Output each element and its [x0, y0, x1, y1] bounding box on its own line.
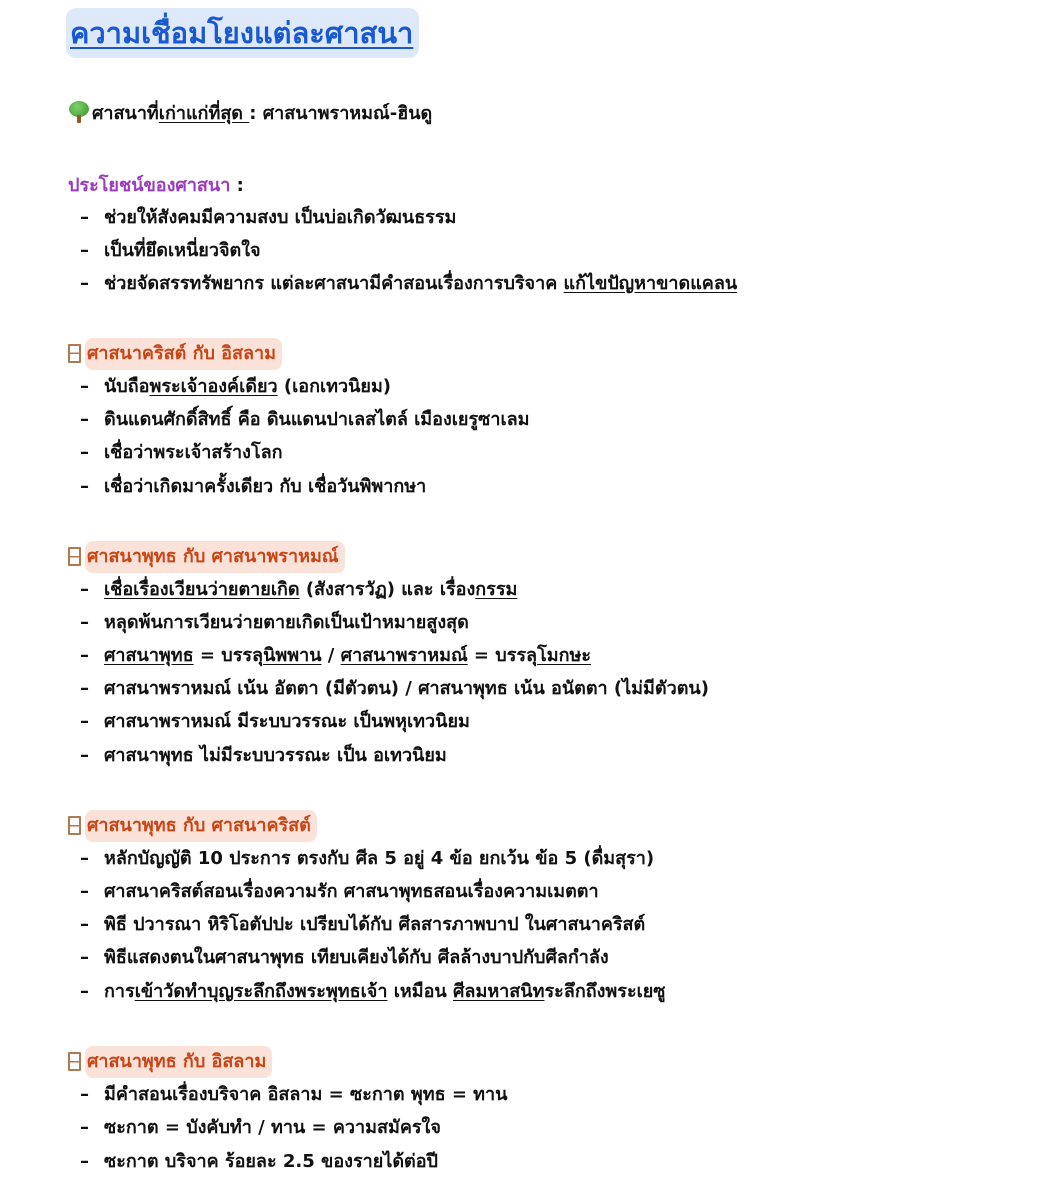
list-item: – เชื่อว่าเกิดมาครั้งเดียว กับ เชื่อวันพิพากษา — [80, 476, 427, 497]
list-item: – มีคำสอนเรื่องบริจาค อิสลาม = ซะกาต พุทธ = ทาน — [80, 1084, 508, 1105]
list-item: – เชื่อเรื่องเวียนว่ายตายเกิด (สังสารวัฏ) และ เรื่องกรรม — [80, 579, 518, 600]
list-item: – พิธีแสดงตนในศาสนาพุทธ เทียบเคียงได้กับ ศีลล้างบาปกับศีลกำลัง — [80, 947, 609, 968]
list-item: – หลุดพ้นการเวียนว่ายตายเกิดเป็นเป้าหมายสูงสุด — [80, 612, 469, 633]
door-icon — [68, 547, 81, 566]
list-item: – ซะกาต บริจาค ร้อยละ 2.5 ของรายได้ต่อปี — [80, 1151, 438, 1172]
oldest-religion-line: ศาสนาที่เก่าแก่ที่สุด : ศาสนาพราหมณ์-ฮินดู — [68, 100, 432, 128]
list-item: – ศาสนาคริสต์สอนเรื่องความรัก ศาสนาพุทธสอนเรื่องความเมตตา — [80, 881, 599, 902]
list-item: – ช่วยให้สังคมมีความสงบ เป็นบ่อเกิดวัฒนธรรม — [80, 207, 457, 228]
list-item: – การเข้าวัดทำบุญระลึกถึงพระพุทธเจ้า เหมือน ศีลมหาสนิทระลึกถึงพระเยซู — [80, 981, 666, 1002]
list-item: – เป็นที่ยึดเหนี่ยวจิตใจ — [80, 240, 261, 261]
section-heading-buddhism-christianity: ศาสนาพุทธ กับ ศาสนาคริสต์ — [68, 810, 317, 842]
list-item: – ซะกาต = บังคับทำ / ทาน = ความสมัครใจ — [80, 1117, 441, 1138]
section-heading-buddhism-brahmanism: ศาสนาพุทธ กับ ศาสนาพราหมณ์ — [68, 541, 345, 573]
benefits-heading: ประโยชน์ของศาสนา : — [68, 175, 244, 196]
list-item: – ศาสนาพุทธ ไม่มีระบบวรรณะ เป็น อเทวนิยม — [80, 745, 447, 766]
list-item: – นับถือพระเจ้าองค์เดียว (เอกเทวนิยม) — [80, 376, 392, 397]
door-icon — [68, 344, 81, 363]
list-item: – ดินแดนศักดิ์สิทธิ์ คือ ดินแดนปาเลสไตล์ เมืองเยรูซาเลม — [80, 409, 530, 430]
section-heading-christianity-islam: ศาสนาคริสต์ กับ อิสลาม — [68, 338, 282, 370]
list-item: – หลักบัญญัติ 10 ประการ ตรงกับ ศีล 5 อยู่ 4 ข้อ ยกเว้น ข้อ 5 (ดื่มสุรา) — [80, 848, 655, 869]
list-item: – ช่วยจัดสรรทรัพยากร แต่ละศาสนามีคำสอนเรื่องการบริจาค แก้ไขปัญหาขาดแคลน — [80, 273, 738, 294]
list-item: – ศาสนาพราหมณ์ มีระบบวรรณะ เป็นพหุเทวนิยม — [80, 711, 470, 732]
tree-icon — [68, 101, 90, 123]
door-icon — [68, 816, 81, 835]
section-heading-buddhism-islam: ศาสนาพุทธ กับ อิสลาม — [68, 1046, 272, 1078]
page-title: ความเชื่อมโยงแต่ละศาสนา — [66, 8, 419, 58]
door-icon — [68, 1052, 81, 1071]
list-item: – เชื่อว่าพระเจ้าสร้างโลก — [80, 442, 283, 463]
list-item: – พิธี ปวารณา หิริโอตัปปะ เปรียบได้กับ ศีลสารภาพบาป ในศาสนาคริสต์ — [80, 914, 646, 935]
list-item: – ศาสนาพุทธ = บรรลุนิพพาน / ศาสนาพราหมณ์ = บรรลุโมกษะ — [80, 645, 592, 666]
list-item: – ศาสนาพราหมณ์ เน้น อัตตา (มีตัวตน) / ศาสนาพุทธ เน้น อนัตตา (ไม่มีตัวตน) — [80, 678, 709, 699]
